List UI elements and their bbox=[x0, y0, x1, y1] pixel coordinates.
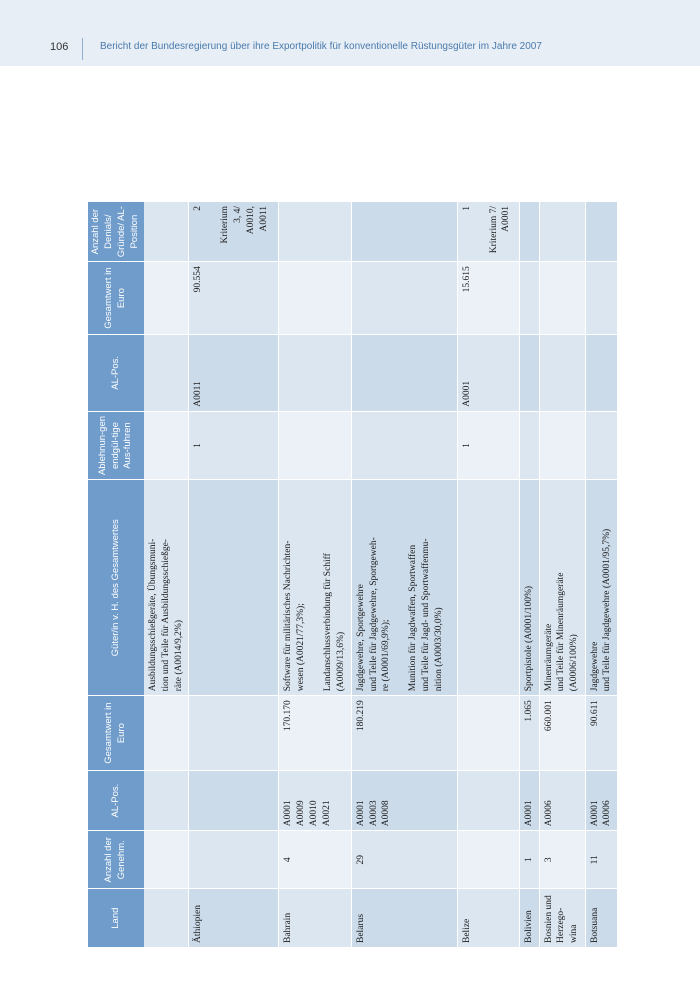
cell-al-pos bbox=[457, 771, 519, 831]
cell-denials: 1 Kriterium 7/ A0001 bbox=[457, 202, 519, 262]
rotated-table-container bbox=[88, 201, 612, 947]
cell-land: Belize bbox=[457, 889, 519, 947]
cell-denials bbox=[351, 202, 457, 262]
cell-ablehnungen bbox=[585, 411, 618, 480]
cell-gueter: Ausbildungsschießgeräte, Übungsmuni- tion und Teile für Ausbildungsschießge- räte (A0014/9,2%) bbox=[144, 480, 189, 696]
cell-denials: 2 Kriterium 3, 4/ A0010, A0011 bbox=[189, 202, 279, 262]
cell-al-pos-2: A0001 bbox=[457, 334, 519, 411]
export-table bbox=[88, 201, 618, 947]
cell-anzahl: 3 bbox=[539, 831, 585, 889]
cell-gueter: Minenräumgeräte und Teile für Minenräumgeräte (A0006/100%) bbox=[539, 480, 585, 696]
cell-gesamtwert bbox=[457, 696, 519, 771]
cell-anzahl bbox=[189, 831, 279, 889]
col-header-anzahl: Anzahl der Genehm. bbox=[88, 831, 144, 889]
cell-al-pos-2 bbox=[519, 334, 539, 411]
col-header-gesamtwert-2: Gesamtwert in Euro bbox=[88, 262, 144, 335]
cell-al-pos-2 bbox=[539, 334, 585, 411]
cell-land: Bahrain bbox=[279, 889, 351, 947]
cell-gueter: Jagdgewehre, Sportgewehre und Teile für Jagdgewehre, Sportgeweh- re (A0001/69,9%); Munition für Jagdwaffen, Sportwaffen und Teile für Jagd- und Sportwaffenmu- nition (A0003/30,0%) bbox=[351, 480, 457, 696]
cell-anzahl: 29 bbox=[351, 831, 457, 889]
header-divider bbox=[82, 38, 83, 60]
col-header-al-pos: AL-Pos. bbox=[88, 771, 144, 831]
cell-anzahl bbox=[144, 831, 189, 889]
table-row bbox=[539, 202, 585, 948]
cell-gueter: Sportpistole (A0001/100%) bbox=[519, 480, 539, 696]
page-number: 106 bbox=[50, 41, 69, 53]
cell-gueter: Jagdgewehre und Teile für Jagdgewehre (A0001/95,7%) bbox=[585, 480, 618, 696]
cell-al-pos: A0001 A0003 A0008 bbox=[351, 771, 457, 831]
cell-gesamtwert bbox=[144, 696, 189, 771]
cell-ablehnungen bbox=[519, 411, 539, 480]
page-header bbox=[0, 0, 700, 66]
table-row bbox=[144, 202, 189, 948]
cell-denials bbox=[144, 202, 189, 262]
cell-gesamtwert-2 bbox=[585, 262, 618, 335]
cell-al-pos bbox=[144, 771, 189, 831]
cell-denials bbox=[585, 202, 618, 262]
cell-al-pos: A0006 bbox=[539, 771, 585, 831]
cell-denials bbox=[279, 202, 351, 262]
cell-denials bbox=[539, 202, 585, 262]
cell-gueter bbox=[189, 480, 279, 696]
cell-ablehnungen bbox=[539, 411, 585, 480]
cell-anzahl: 1 bbox=[519, 831, 539, 889]
cell-gesamtwert-2 bbox=[351, 262, 457, 335]
cell-al-pos-2 bbox=[279, 334, 351, 411]
cell-gueter bbox=[457, 480, 519, 696]
cell-ablehnungen bbox=[144, 411, 189, 480]
col-header-ablehnungen: Ablehnun-gen endgül-tige Aus-fuhren bbox=[88, 411, 144, 480]
table-header-row bbox=[88, 202, 144, 948]
col-header-denials: Anzahl der Denials/ Gründe/ AL-Position bbox=[88, 202, 144, 262]
cell-ablehnungen: 1 bbox=[457, 411, 519, 480]
table-row bbox=[457, 202, 519, 948]
cell-gueter: Software für militärisches Nachrichten- wesen (A0021/77,3%); Landanschlussverbindung für Schiff (A0009/13,6%) bbox=[279, 480, 351, 696]
cell-gesamtwert-2 bbox=[279, 262, 351, 335]
cell-land: Botsuana bbox=[585, 889, 618, 947]
cell-al-pos-2 bbox=[585, 334, 618, 411]
cell-gesamtwert-2: 90.554 bbox=[189, 262, 279, 335]
col-header-al-pos-2: AL-Pos. bbox=[88, 334, 144, 411]
cell-gesamtwert-2 bbox=[144, 262, 189, 335]
col-header-land: Land bbox=[88, 889, 144, 947]
cell-ablehnungen bbox=[351, 411, 457, 480]
cell-denials bbox=[519, 202, 539, 262]
cell-gesamtwert-2 bbox=[539, 262, 585, 335]
cell-gesamtwert: 1.065 bbox=[519, 696, 539, 771]
cell-gesamtwert bbox=[189, 696, 279, 771]
table-row bbox=[585, 202, 618, 948]
cell-gesamtwert-2: 15.615 bbox=[457, 262, 519, 335]
cell-ablehnungen bbox=[279, 411, 351, 480]
report-title: Bericht der Bundesregierung über ihre Exportpolitik für konventionelle Rüstungsgüter im Jahre 2007 bbox=[100, 41, 542, 52]
cell-gesamtwert: 180.219 bbox=[351, 696, 457, 771]
cell-gesamtwert: 170.170 bbox=[279, 696, 351, 771]
cell-anzahl bbox=[457, 831, 519, 889]
col-header-gesamtwert: Gesamtwert in Euro bbox=[88, 696, 144, 771]
cell-land bbox=[144, 889, 189, 947]
cell-al-pos-2: A0011 bbox=[189, 334, 279, 411]
cell-anzahl: 11 bbox=[585, 831, 618, 889]
cell-al-pos: A0001 bbox=[519, 771, 539, 831]
cell-land: Äthiopien bbox=[189, 889, 279, 947]
table-row bbox=[351, 202, 457, 948]
cell-anzahl: 4 bbox=[279, 831, 351, 889]
cell-land: Belarus bbox=[351, 889, 457, 947]
cell-gesamtwert-2 bbox=[519, 262, 539, 335]
table-row bbox=[189, 202, 279, 948]
cell-ablehnungen: 1 bbox=[189, 411, 279, 480]
cell-al-pos-2 bbox=[144, 334, 189, 411]
cell-land: Bolivien bbox=[519, 889, 539, 947]
table-row bbox=[519, 202, 539, 948]
col-header-gueter: Güter/in v. H. des Gesamtwertes bbox=[88, 480, 144, 696]
cell-al-pos bbox=[189, 771, 279, 831]
cell-land: Bosnien und Herzego- wina bbox=[539, 889, 585, 947]
cell-gesamtwert: 660.001 bbox=[539, 696, 585, 771]
cell-al-pos: A0001 A0009 A0010 A0021 bbox=[279, 771, 351, 831]
table-row bbox=[279, 202, 351, 948]
cell-gesamtwert: 90.611 bbox=[585, 696, 618, 771]
cell-al-pos: A0001 A0006 bbox=[585, 771, 618, 831]
cell-al-pos-2 bbox=[351, 334, 457, 411]
